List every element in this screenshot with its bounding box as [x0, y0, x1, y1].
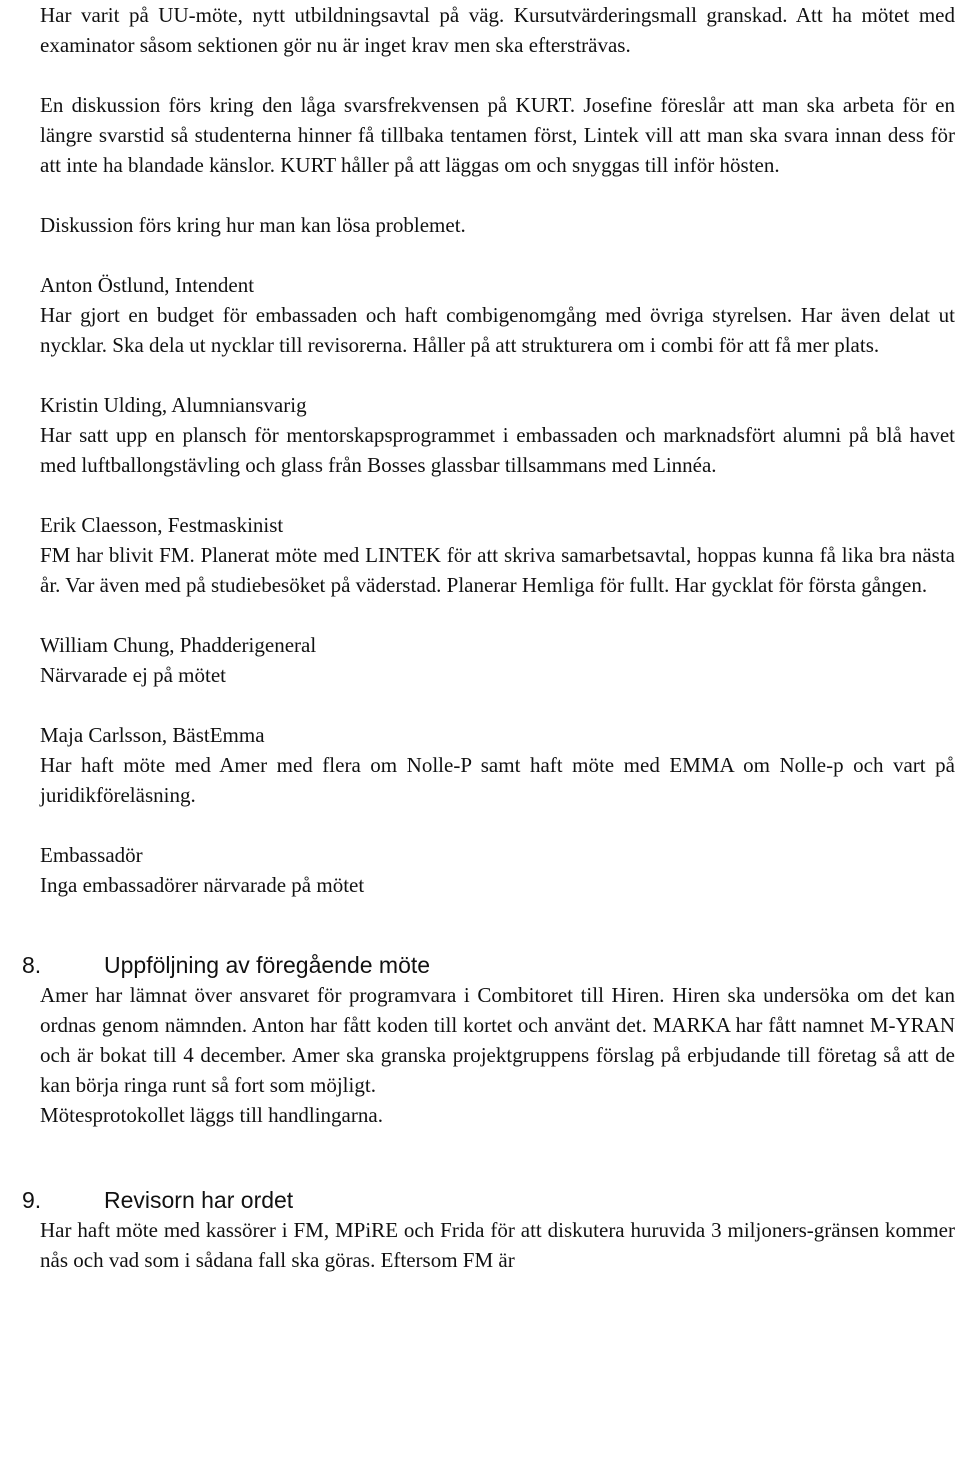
- report-phadderigeneral: [40, 630, 955, 690]
- report-name: Erik Claesson, Festmaskinist: [40, 513, 284, 537]
- report-text: FM har blivit FM. Planerat möte med LINTEK för att skriva samarbetsavtal, hoppas kunna få lika bra nästa år. Var även med på studiebesöket på väderstad. Planerar Hemliga för fullt. Har gycklat för första gången.: [40, 543, 955, 597]
- paragraph-uu-meeting: Har varit på UU-möte, nytt utbildningsavtal på väg. Kursutvärderingsmall granskad. Att ha mötet med examinator såsom sektionen gör nu är inget krav men ska eftersträvas.: [40, 3, 955, 57]
- section-8-paragraph: Amer har lämnat över ansvaret för programvara i Combitoret till Hiren. Hiren ska undersöka om det kan ordnas genom nämnden. Anton har fått koden till kortet och använt det. MARKA har fått namnet M-YRAN och är bokat till 4 december. Amer ska granska projektgruppens förslag på erbjudande till företag så att de kan börja ringa runt så fort som möjligt.: [40, 983, 955, 1097]
- section-9-heading: [22, 1185, 955, 1215]
- report-festmaskinist: [40, 510, 955, 600]
- section-number: 8.: [22, 952, 42, 978]
- report-text: Inga embassadörer närvarade på mötet: [40, 873, 365, 897]
- section-8-heading: [22, 950, 955, 980]
- report-intendent: [40, 270, 955, 360]
- report-text: Har haft möte med Amer med flera om Nolle-P samt haft möte med EMMA om Nolle-p och vart på juridikföreläsning.: [40, 753, 955, 807]
- document-page: [22, 0, 955, 1275]
- section-8-closing: Mötesprotokollet läggs till handlingarna.: [40, 1103, 383, 1127]
- paragraph-kurt-discussion: En diskussion förs kring den låga svarsfrekvensen på KURT. Josefine föreslår att man ska arbeta för en längre svarstid så studenterna hinner få tillbaka tentamen först, Lintek vill att man ska svara innan dess för att inte ha blandade känslor. KURT håller på att läggas om och snyggas till inför hösten.: [40, 93, 955, 177]
- report-name: Anton Östlund, Intendent: [40, 273, 255, 297]
- report-alumniansvarig: [40, 390, 955, 480]
- report-name: Maja Carlsson, BästEmma: [40, 723, 265, 747]
- report-text: Närvarade ej på mötet: [40, 663, 226, 687]
- section-9-paragraph: Har haft möte med kassörer i FM, MPiRE och Frida för att diskutera huruvida 3 miljoners-gränsen kommer nås och vad som i sådana fall ska göras. Eftersom FM är: [40, 1218, 955, 1272]
- section-title: Uppföljning av föregående möte: [104, 952, 431, 978]
- report-embassador: [40, 840, 955, 900]
- report-bastemma: [40, 720, 955, 810]
- report-name: William Chung, Phadderigeneral: [40, 633, 317, 657]
- report-name: Embassadör: [40, 843, 143, 867]
- report-name: Kristin Ulding, Alumniansvarig: [40, 393, 307, 417]
- report-text: Har satt upp en plansch för mentorskapsprogrammet i embassaden och marknadsfört alumni på blå havet med luftballongstävling och glass från Bosses glassbar tillsammans med Linnéa.: [40, 423, 955, 477]
- paragraph-problem-discussion: Diskussion förs kring hur man kan lösa problemet.: [40, 213, 466, 237]
- section-title: Revisorn har ordet: [104, 1187, 294, 1213]
- section-number: 9.: [22, 1187, 42, 1213]
- report-text: Har gjort en budget för embassaden och haft combigenomgång med övriga styrelsen. Har även delat ut nycklar. Ska dela ut nycklar till revisorerna. Håller på att strukturera om i combi för att få mer plats.: [40, 303, 955, 357]
